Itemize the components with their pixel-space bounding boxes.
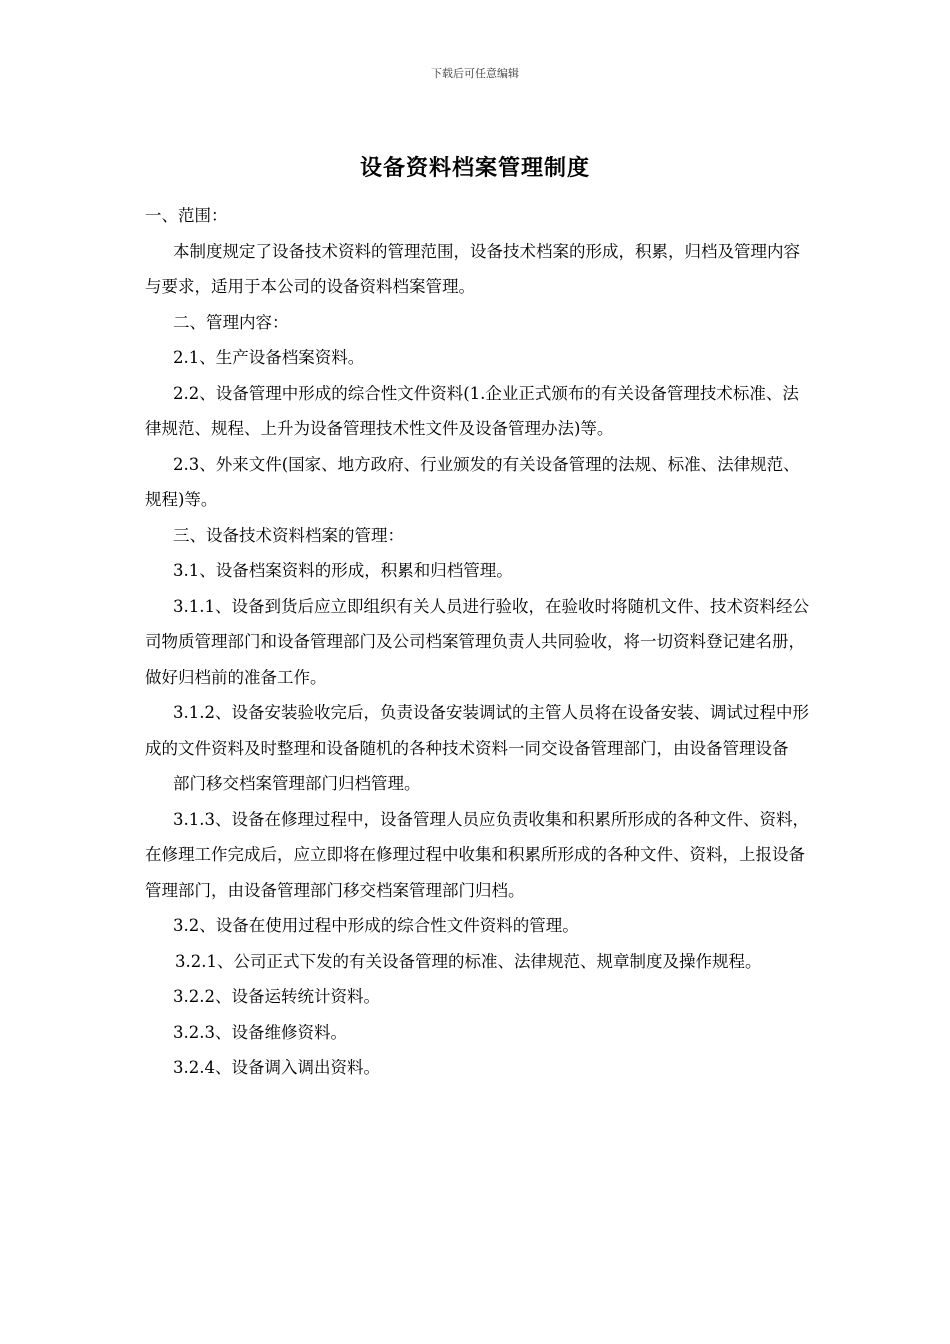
document-body	[145, 198, 815, 1086]
clause-3-2: 3.2、设备在使用过程中形成的综合性文件资料的管理。	[173, 916, 579, 935]
section-heading-content: 二、管理内容：	[173, 312, 289, 332]
clause-2-3: 2.3、外来文件(国家、地方政府、行业颁发的有关设备管理的法规、标准、法律规范、规程)等。	[145, 454, 800, 509]
clause-3-1: 3.1、设备档案资料的形成，积累和归档管理。	[173, 561, 513, 580]
clause-3-2-4: 3.2.4、设备调入调出资料。	[173, 1058, 380, 1077]
clause-3-2-1: 3.2.1、公司正式下发的有关设备管理的标准、法律规范、规章制度及操作规程。	[175, 951, 762, 971]
clause-3-2-3: 3.2.3、设备维修资料。	[173, 1022, 347, 1042]
clause-2-2: 2.2、设备管理中形成的综合性文件资料(1.企业正式颁布的有关设备管理技术标准、法律规范、规程、上升为设备管理技术性文件及设备管理办法)等。	[145, 383, 799, 438]
clause-3-1-3: 3.1.3、设备在修理过程中，设备管理人员应负责收集和积累所形成的各种文件、资料，在修理工作完成后，应立即将在修理过程中收集和积累所形成的各种文件、资料，上报设备管理部门，由设备管理部门移交档案管理部门归档。	[145, 809, 809, 900]
clause-3-2-2: 3.2.2、设备运转统计资料。	[173, 987, 380, 1006]
download-note: 下载后可任意编辑	[431, 67, 519, 80]
clause-3-1-2: 3.1.2、设备安装验收完后，负责设备安装调试的主管人员将在设备安装、调试过程中形成的文件资料及时整理和设备随机的各种技术资料一同交设备管理部门，由设备管理设备	[145, 703, 809, 758]
section-heading-management: 三、设备技术资料档案的管理：	[173, 525, 404, 545]
paragraph-scope: 本制度规定了设备技术资料的管理范围，设备技术档案的形成，积累，归档及管理内容与要求，适用于本公司的设备资料档案管理。	[145, 241, 800, 296]
clause-3-1-1: 3.1.1、设备到货后应立即组织有关人员进行验收，在验收时将随机文件、技术资料经公司物质管理部门和设备管理部门及公司档案管理负责人共同验收，将一切资料登记建名册，做好归档前的准备工作。	[145, 596, 809, 687]
clause-3-1-2-continued: 部门移交档案管理部门归档管理。	[173, 774, 421, 793]
document-title: 设备资料档案管理制度	[359, 155, 590, 181]
section-heading-scope: 一、范围：	[145, 206, 228, 225]
clause-2-1: 2.1、生产设备档案资料。	[173, 348, 365, 367]
